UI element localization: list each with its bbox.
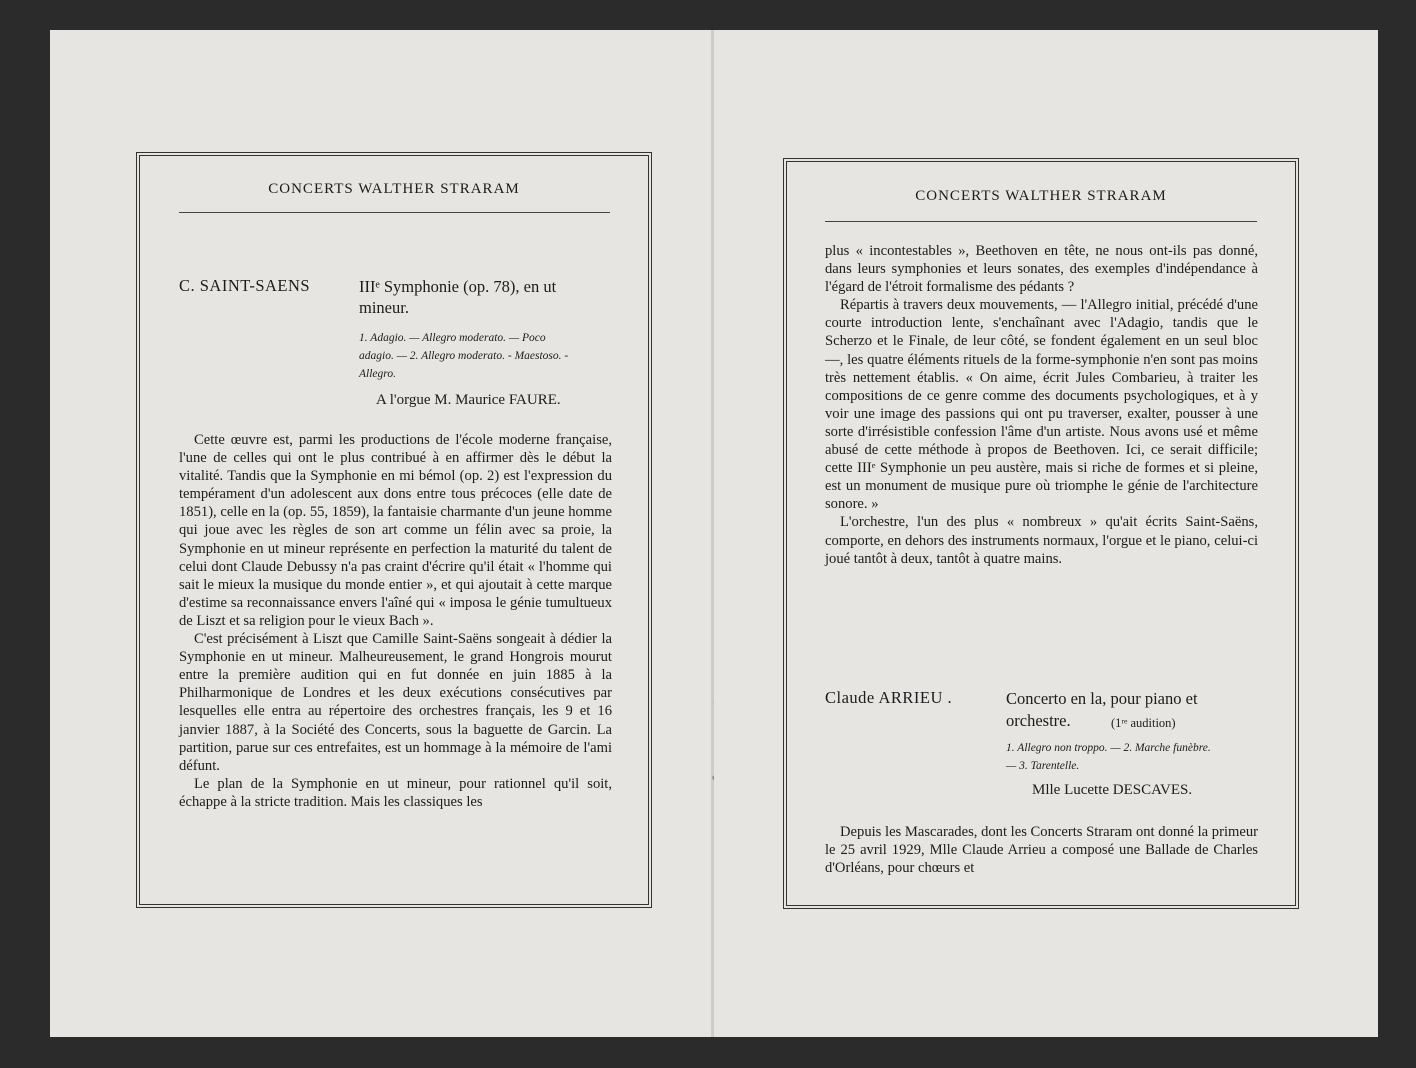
left-movements-line: Allegro. [359,368,396,380]
right-page-header: CONCERTS WALTHER STRARAM [915,188,1167,204]
right-paragraph: L'orchestre, l'un des plus « nombreux » qu'ait écrits Saint-Saëns, comporte, en dehors des instruments normaux, l'orgue et le piano, celui-ci joué tantôt à deux, tantôt à quatre mains. [825,514,1258,567]
right-movements [1006,739,1258,775]
left-movements-line: adagio. — 2. Allegro moderato. - Maestoso. - [359,350,569,362]
left-page-frame [139,155,649,905]
right-work-title-line1: Concerto en la, pour piano et [1006,689,1198,708]
right-header-rule [825,221,1257,222]
left-performer: A l'orgue M. Maurice FAURE. [376,392,561,408]
left-paragraph: C'est précisément à Liszt que Camille Saint-Saëns songeait à dédier la Symphonie en ut mineur. Malheureusement, le grand Hongrois mourut entre la première audition qui en fut donnée en juin 1885 à la Philharmonique de Londres et les deux exécutions consécutives par lesquelles elle entra au répertoire des orchestres français, les 9 et 16 janvier 1887, à la Société des Concerts, sous la baguette de Garcin. La partition, parue sur ces entrefaites, est un hommage à la mémoire de l'ami défunt. [179,631,612,774]
right-page [714,30,1378,1037]
left-paragraph: Cette œuvre est, parmi les productions de l'école moderne française, l'une de celles qui ont le plus contribué à en affirmer dès le début la vitalité. Tandis que la Symphonie en mi bémol (op. 2) est l'expression du tempérament d'un adolescent aux dons entre tous précoces (elle date de 1851), celle en la (op. 55, 1859), la fantaisie charmante d'un jeune homme qui joue avec les règles de son art comme un félin avec sa proie, la Symphonie en ut mineur représente en perfection la maturité du talent de celui dont Claude Debussy n'a pas craint d'écrire qu'il était « l'homme qui sait le mieux la musique du monde entier », et qui ajoutait à cette marque d'estime sa reconnaissance envers l'aîné qui « imposa le génie tumultueux de Liszt et sa religion pour le vieux Bach ». [179,432,612,629]
right-body-text [825,242,1258,568]
left-movements [359,329,611,383]
left-page [50,30,712,1037]
right-movements-line: 1. Allegro non troppo. — 2. Marche funèbre. [1006,742,1211,754]
right-page-frame [786,161,1296,906]
left-movements-line: 1. Adagio. — Allegro moderato. — Poco [359,332,546,344]
right-paragraph: Répartis à travers deux mouvements, — l'Allegro initial, précédé d'une courte introduction lente, s'enchaînant avec l'Adagio, tandis que le Scherzo et le Finale, de leur côté, se fondent également en un seul bloc —, les quatre éléments rituels de la forme-symphonie n'en sont pas moins très nettement établis. « On aime, écrit Jules Combarieu, à traiter les compositions de ce genre comme des documents psychologiques, et à y voir une image des passions qui ont pu traverser, exalter, pousser à une sorte d'irrésistible confession l'âme d'un artiste. Nous avons usé et même abusé de cette méthode à propos de Beethoven. Ici, ce serait difficile; cette IIIᵉ Symphonie un peu austère, mais si riche de formes et si pleine, est un monument de musique pure où triomphe le génie de l'architecture sonore. » [825,297,1258,513]
left-page-header: CONCERTS WALTHER STRARAM [268,181,520,197]
right-paragraph: plus « incontestables », Beethoven en tête, ne nous ont-ils pas donné, dans leurs symphonies et leurs sonates, des exemples d'indépendance à l'égard de l'étroit formalisme des pédants ? [825,243,1258,296]
left-header-rule [179,212,610,213]
left-work-title-line2: mineur. [359,298,409,317]
right-final-text [825,823,1258,877]
right-audition-note: (1ʳᵉ audition) [1111,716,1176,730]
right-composer: Claude ARRIEU . [825,688,953,707]
left-work-title-line1: IIIᵉ Symphonie (op. 78), en ut [359,277,557,296]
right-performer: Mlle Lucette DESCAVES. [1032,782,1193,798]
right-final-paragraph: Depuis les Mascarades, dont les Concerts Straram ont donné la primeur le 25 avril 1929, Mlle Claude Arrieu a composé une Ballade de Charles d'Orléans, pour chœurs et [825,824,1258,877]
right-work-title-line2: orchestre. [1006,711,1071,730]
right-movements-line: — 3. Tarentelle. [1006,760,1080,772]
left-paragraph: Le plan de la Symphonie en ut mineur, pour rationnel qu'il soit, échappe à la stricte tradition. Mais les classiques les [179,775,612,810]
left-composer: C. SAINT-SAENS [179,276,311,295]
left-body-text [179,431,612,811]
